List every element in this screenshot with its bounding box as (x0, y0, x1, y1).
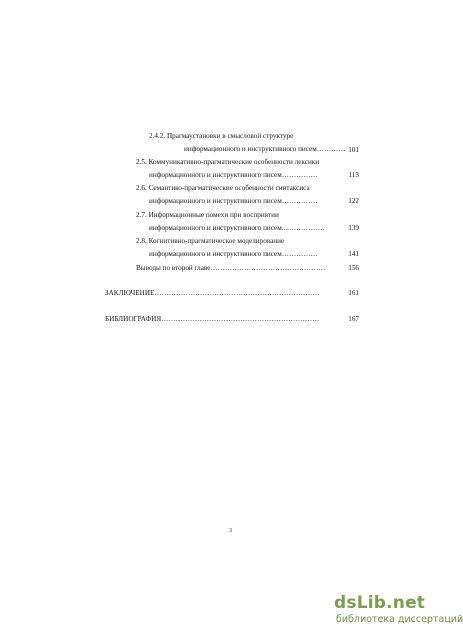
toc-entry-2-5-title: 2.5. Коммуникативно-прагматические особенности лексики (136, 158, 320, 166)
toc-entry-2-7-page: 139 (348, 224, 359, 232)
toc-entry-2-5-subtitle: информационного и инструктивного писем…………… (149, 171, 318, 179)
toc-entry-2-4-2-page: 101 (348, 146, 359, 154)
watermark-brand: dsLib.net (334, 593, 426, 613)
toc-entry-2-4-2-subtitle: информационного и инструктивного писем………… (184, 145, 346, 153)
toc-entry-2-8-title: 2.8. Когнитивно-прагматическое моделирование (136, 237, 285, 245)
toc-entry-2-6-subtitle: информационного и инструктивного писем…………… (149, 197, 318, 205)
toc-entry-2-8-page: 141 (348, 250, 359, 258)
toc-entry-2-7-subtitle: информационного и инструктивного писем....…………… (149, 224, 325, 232)
toc-entry-2-7-title: 2.7. Информационные помехи при восприятии (136, 211, 279, 219)
toc-entry-bibliography: БИБЛИОГРАФИЯ………………………………………………………… (105, 315, 320, 323)
toc-entry-2-5-page: 113 (348, 171, 359, 179)
toc-entry-2-4-2-title: 2.4.2. Прагмаустановки в смысловой структуре (149, 132, 294, 140)
site-watermark[interactable] (334, 593, 463, 628)
watermark-subtitle: библиотека диссертаций (336, 614, 463, 625)
toc-entry-conclusion: ЗАКЛЮЧЕНИЕ…………………………………………………………… (105, 289, 320, 297)
toc-entry-2-6-page: 122 (348, 197, 359, 205)
toc-entry-2-6-title: 2.6. Семантико-прагматические особенности синтаксиса (136, 184, 310, 192)
toc-entry-chapter-2-conclusions: Выводы по второй главе………………………………………… (136, 264, 326, 272)
toc-entry-chapter-2-conclusions-page: 156 (348, 264, 359, 272)
toc-entry-2-8-subtitle: информационного и инструктивного писем…………… (149, 250, 318, 258)
toc-entry-bibliography-page: 167 (348, 315, 359, 323)
toc-entry-conclusion-page: 161 (348, 289, 359, 297)
page-number: 3 (229, 528, 232, 534)
